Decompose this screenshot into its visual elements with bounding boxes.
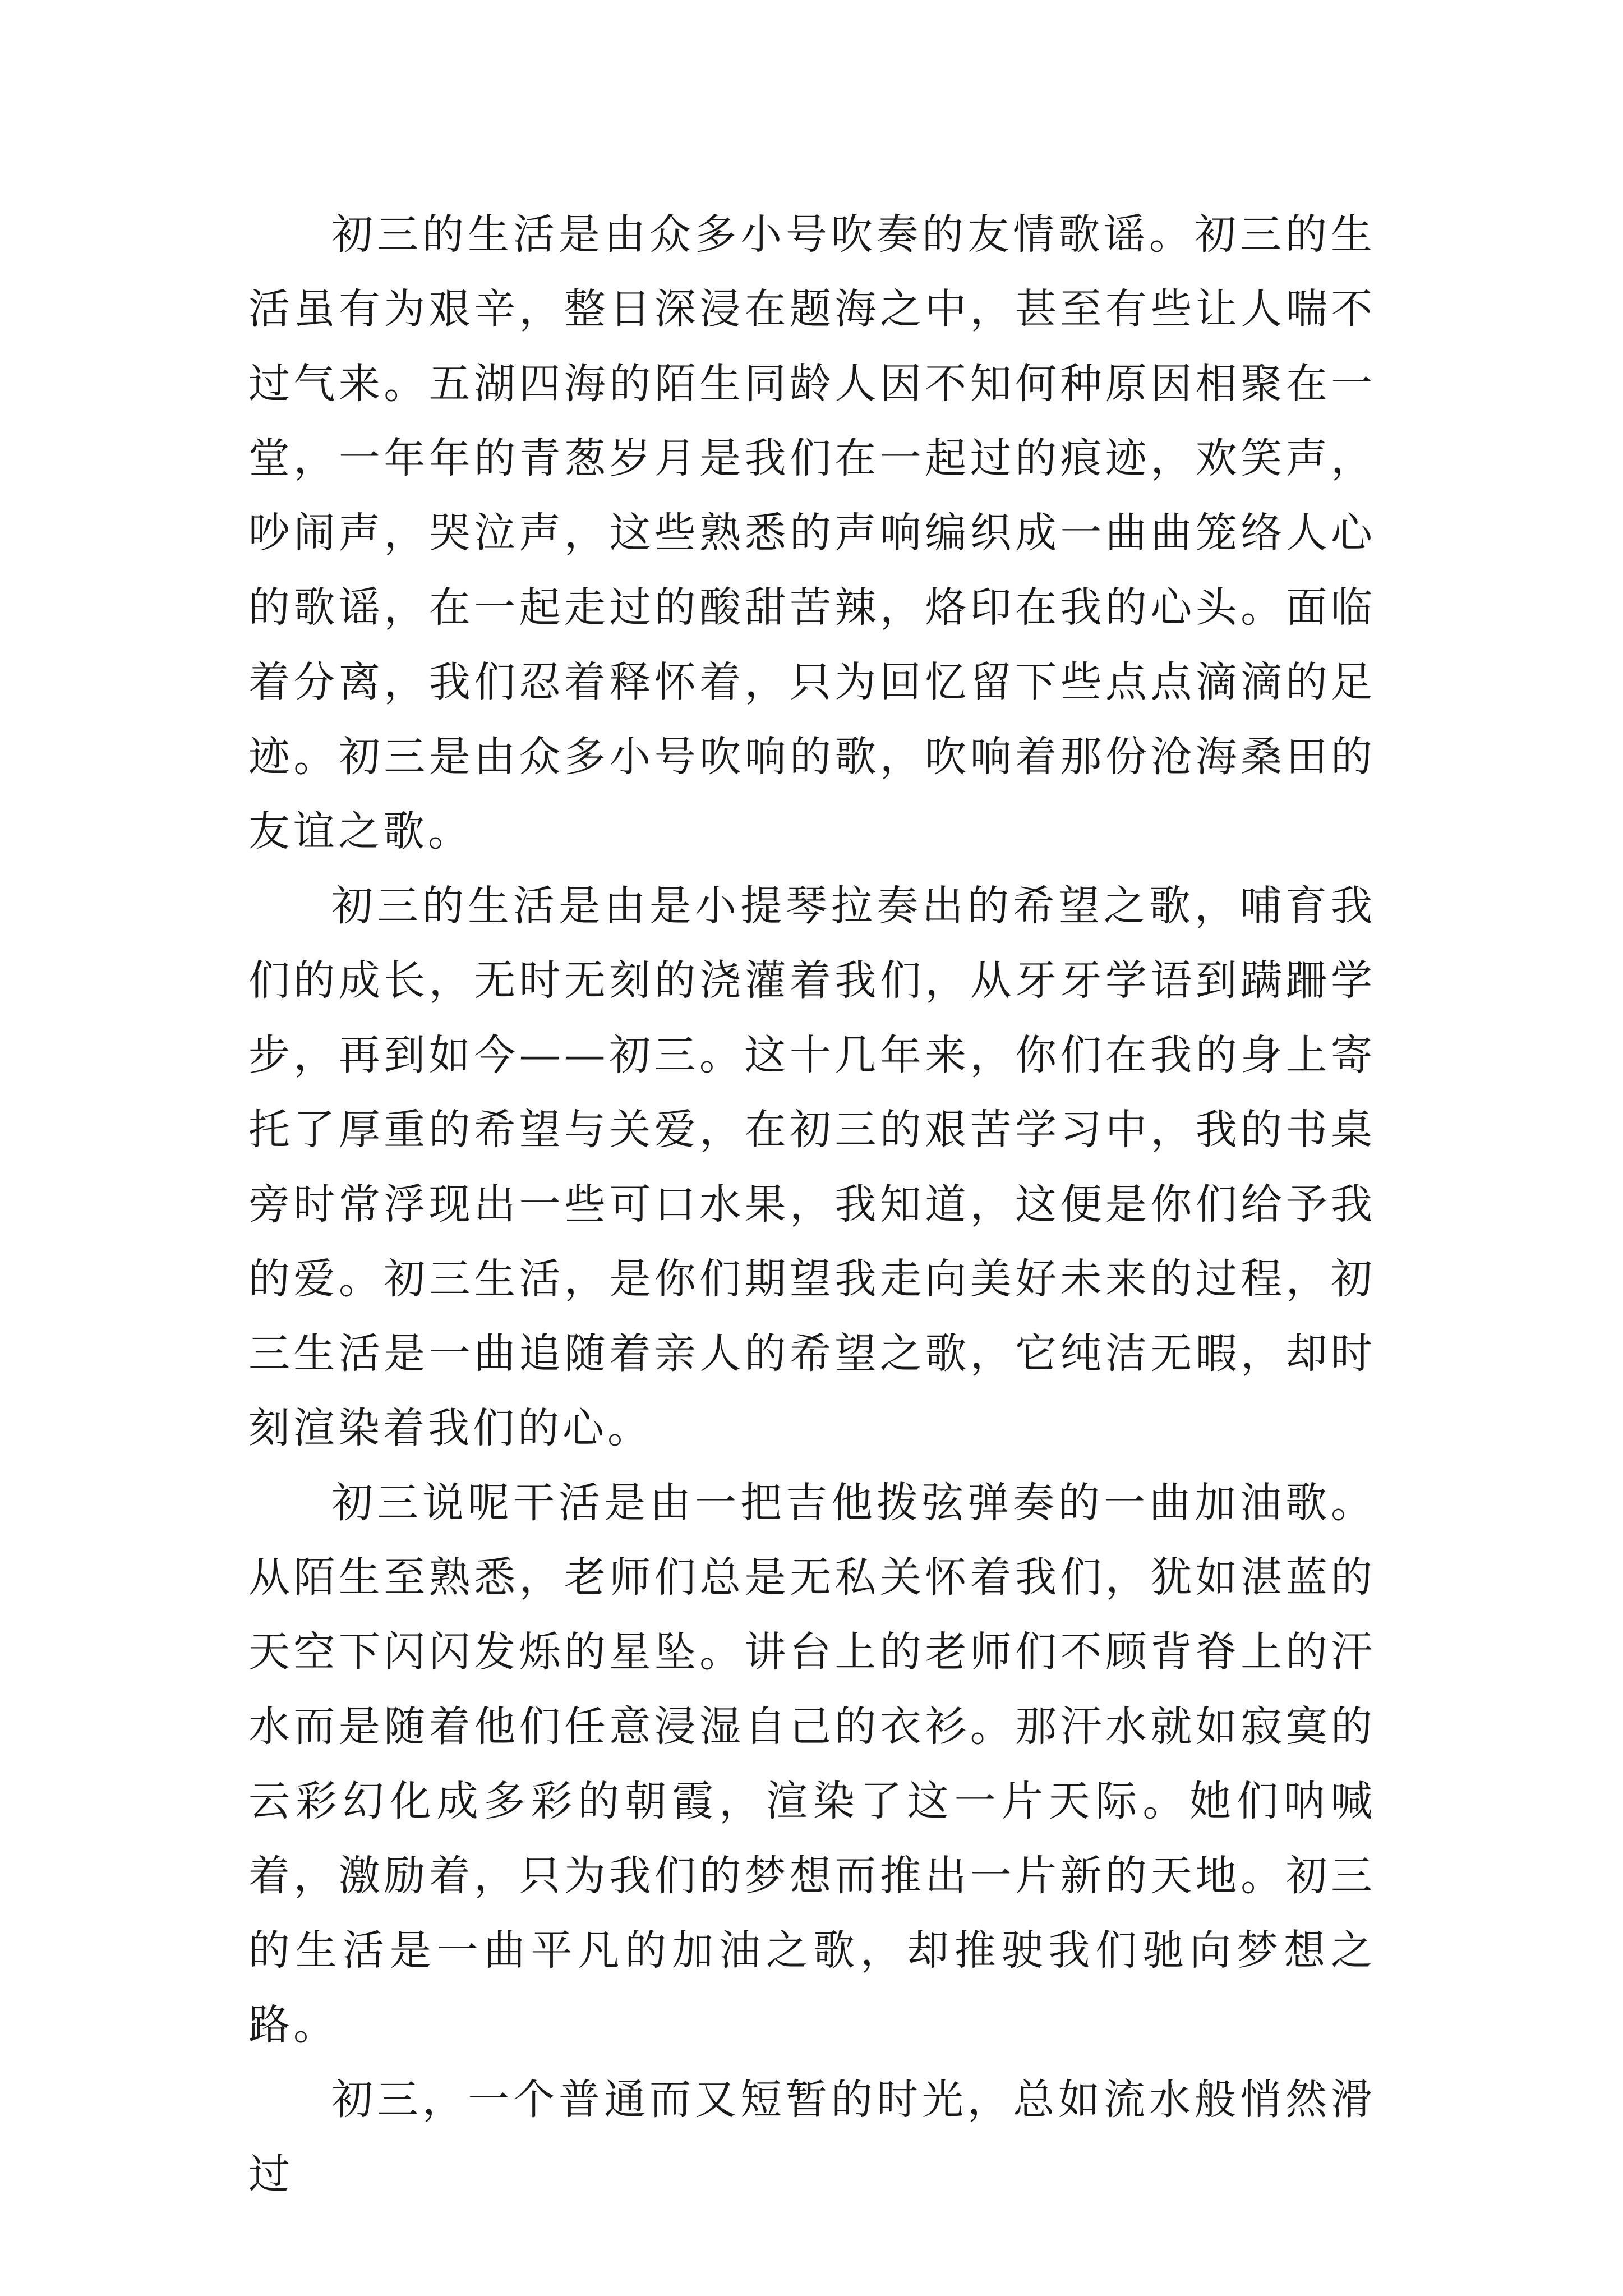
paragraph-hope: 初三的生活是由是小提琴拉奏出的希望之歌，哺育我们的成长，无时无刻的浇灌着我们，从牙牙学语到蹒跚学步，再到如今——初三。这十几年来，你们在我的身上寄托了厚重的希望与关爱，在初三的艰苦学习中，我的书桌旁时常浮现出一些可口水果，我知道，这便是你们给予我的爱。初三生活，是你们期望我走向美好未来的过程，初三生活是一曲追随着亲人的希望之歌，它纯洁无暇，却时刻渲染着我们的心。 [248, 882, 1376, 1452]
paragraph-friendship: 初三的生活是由众多小号吹奏的友情歌谣。初三的生活虽有为艰辛，整日深浸在题海之中，甚至有些让人喘不过气来。五湖四海的陌生同龄人因不知何种原因相聚在一堂，一年年的青葱岁月是我们在一起过的痕迹，欢笑声，吵闹声，哭泣声，这些熟悉的声响编织成一曲曲笼络人心的歌谣，在一起走过的酸甜苦辣，烙印在我的心头。面临着分离，我们忍着释怀着，只为回忆留下些点点滴滴的足迹。初三是由众多小号吹响的歌，吹响着那份沧海桑田的友谊之歌。 [248, 210, 1376, 855]
body-text [248, 197, 1376, 2212]
paragraph-encouragement: 初三说呢干活是由一把吉他拨弦弹奏的一曲加油歌。从陌生至熟悉，老师们总是无私关怀着我们，犹如湛蓝的天空下闪闪发烁的星坠。讲台上的老师们不顾背脊上的汗水而是随着他们任意浸湿自己的衣衫。那汗水就如寂寞的云彩幻化成多彩的朝霞，渲染了这一片天际。她们呐喊着，激励着，只为我们的梦想而推出一片新的天地。初三的生活是一曲平凡的加油之歌，却推驶我们驰向梦想之路。 [248, 1479, 1376, 2049]
paragraph-time: 初三，一个普通而又短暂的时光，总如流水般悄然滑过 [248, 2076, 1376, 2198]
